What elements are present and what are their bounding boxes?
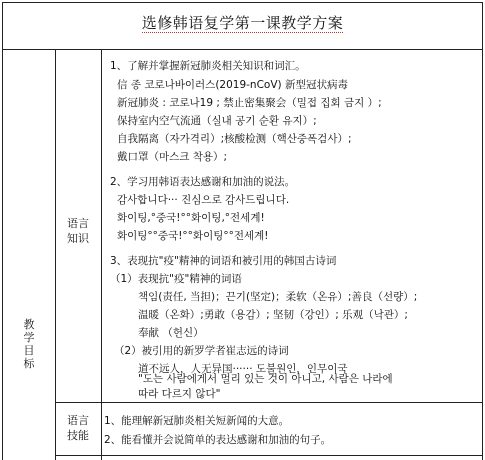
col-separator-2 (101, 49, 102, 460)
knowledge-line-11: 3、表现抗"疫"精神的词语和被引用的韩国古诗词 (110, 255, 337, 267)
knowledge-line-7: 2、学习用韩语表达感谢和加油的说法。 (110, 176, 296, 188)
table-border-left (2, 2, 3, 460)
document-title: 选修韩语复学第一课教学方案 (141, 14, 344, 32)
skills-line-2: 2、能看懂并会说简单的表达感谢和加油的句子。 (104, 434, 332, 446)
knowledge-line-1: 1、了解并掌握新冠肺炎相关知识和词汇。 (110, 60, 306, 72)
row-divider-2 (55, 455, 483, 456)
knowledge-line-19: 따라 다르지 않다" (138, 388, 221, 400)
col-separator-1 (55, 49, 56, 460)
table-border-top (2, 2, 483, 3)
knowledge-line-17: 道不远人，人无异国······ 도불원인，인무이국 (138, 363, 348, 375)
knowledge-line-5: 自我隔离（자가격리）;核酸检测（핵산중폭검사）; (117, 133, 352, 145)
table-border-right (482, 2, 483, 460)
row-label-language-knowledge: 语言知识 (67, 217, 89, 245)
knowledge-line-13: 책임(责任, 当担)；끈기(坚定)；柔软（온유）;善良（선량）; (138, 291, 418, 303)
knowledge-line-10: 화이팅°°중국!°°화이팅°°전세계! (117, 230, 269, 242)
title-divider (2, 49, 483, 50)
knowledge-line-8: 감사합니다··· 진심으로 감사드립니다. (117, 194, 290, 206)
knowledge-line-9: 화이팅,°중국!°°화이팅,°전세계! (117, 212, 265, 224)
knowledge-line-14: 温暖（온화）;勇敢（용감）; 坚韧（강인）; 乐观（낙관）; (138, 309, 408, 321)
knowledge-line-15: 奉献 （헌신） (138, 327, 204, 339)
knowledge-line-6: 戴口罩（마스크 착용）; (117, 151, 228, 163)
section-label-teaching-goals: 教学目标 (23, 318, 35, 370)
knowledge-line-4: 保持室内空气流通（실내 공기 순환 유지）; (117, 115, 317, 127)
knowledge-line-12: （1）表现抗"疫"精神的词语 (110, 273, 242, 285)
knowledge-line-2: 信 종 코로나바이러스(2019-nCoV) 新型冠状病毒 (117, 79, 348, 91)
row-divider-1 (55, 402, 483, 403)
knowledge-line-16: （2）被引用的新罗学者崔志远的诗词 (114, 345, 289, 357)
knowledge-line-3: 新冠肺炎 : 코로나19 ; 禁止密集聚会（밀접 집회 금지 ）; (117, 97, 382, 109)
skills-line-1: 1、能理解新冠肺炎相关短新闻的大意。 (104, 415, 290, 427)
row-label-language-skills: 语言技能 (67, 414, 89, 442)
knowledge-line-18: "도는 사람에게서 멀리 있는 것이 아니고, 사람은 나라에 (138, 373, 393, 385)
